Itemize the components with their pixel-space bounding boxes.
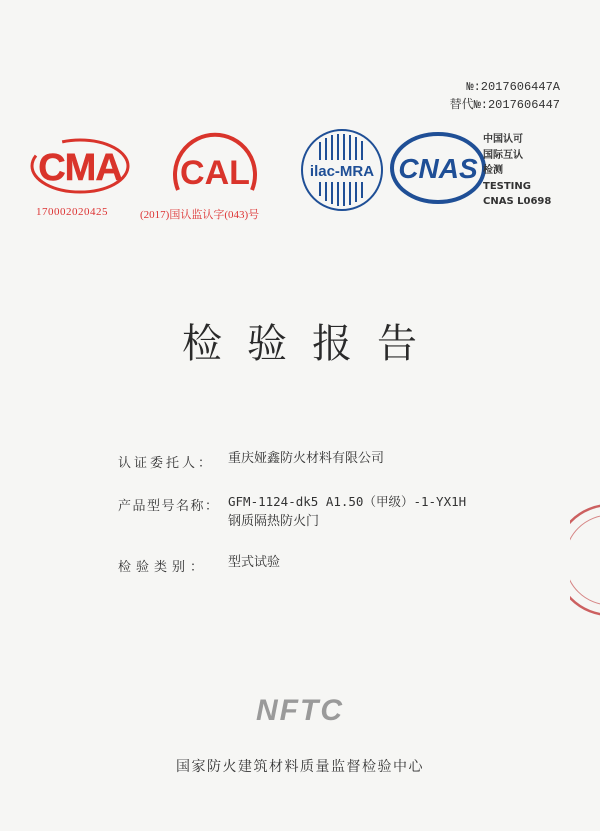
ilac-mra-logo bbox=[298, 126, 386, 214]
client-value bbox=[228, 449, 558, 471]
cma-logo bbox=[30, 136, 130, 196]
ilac-mra-text: ilac-MRA bbox=[309, 163, 375, 180]
issuing-organization: 国家防火建筑材料质量监督检验中心 bbox=[176, 759, 424, 775]
product-model: GFM-1124-dk5 A1.50（甲级）-1-YX1H bbox=[228, 494, 467, 509]
cnas-logo-letters: CNAS bbox=[398, 153, 478, 184]
cnas-line: 中国认可 bbox=[483, 134, 523, 145]
cma-code: 170002020425 bbox=[36, 206, 108, 218]
product-value bbox=[228, 492, 558, 532]
cnas-line: 国际互认 bbox=[483, 149, 523, 161]
cma-logo-letters: CMA bbox=[38, 147, 122, 189]
report-number-block bbox=[450, 78, 560, 114]
cnas-logo bbox=[388, 128, 488, 208]
report-number: №:2017606447A bbox=[466, 80, 560, 94]
test-type-label: 检验类别： bbox=[118, 560, 209, 575]
cal-code: (2017)国认监认字(043)号 bbox=[140, 209, 260, 221]
product-name: 钢质隔热防火门 bbox=[228, 514, 320, 529]
product-row bbox=[118, 495, 558, 532]
replaces-number: 替代№:2017606447 bbox=[449, 98, 560, 112]
nftc-logo: NFTC bbox=[256, 694, 344, 727]
test-type-value bbox=[228, 553, 558, 575]
client-row bbox=[118, 452, 558, 471]
cal-logo-letters: CAL bbox=[180, 154, 250, 192]
report-info bbox=[118, 452, 558, 599]
cnas-accreditation-text bbox=[483, 132, 551, 210]
client-label: 认证委托人： bbox=[118, 456, 215, 471]
red-seal-stamp bbox=[570, 500, 600, 620]
page-title: 检验报告 bbox=[182, 321, 442, 367]
test-type-row bbox=[118, 556, 558, 575]
test-type: 型式试验 bbox=[228, 555, 281, 570]
cnas-line: 检测 bbox=[483, 165, 503, 176]
cnas-line: TESTING bbox=[483, 180, 531, 192]
client-name: 重庆娅鑫防火材料有限公司 bbox=[228, 451, 385, 466]
cal-logo bbox=[150, 128, 280, 208]
product-label: 产品型号名称： bbox=[118, 499, 220, 514]
cnas-line: CNAS L0698 bbox=[483, 196, 552, 207]
